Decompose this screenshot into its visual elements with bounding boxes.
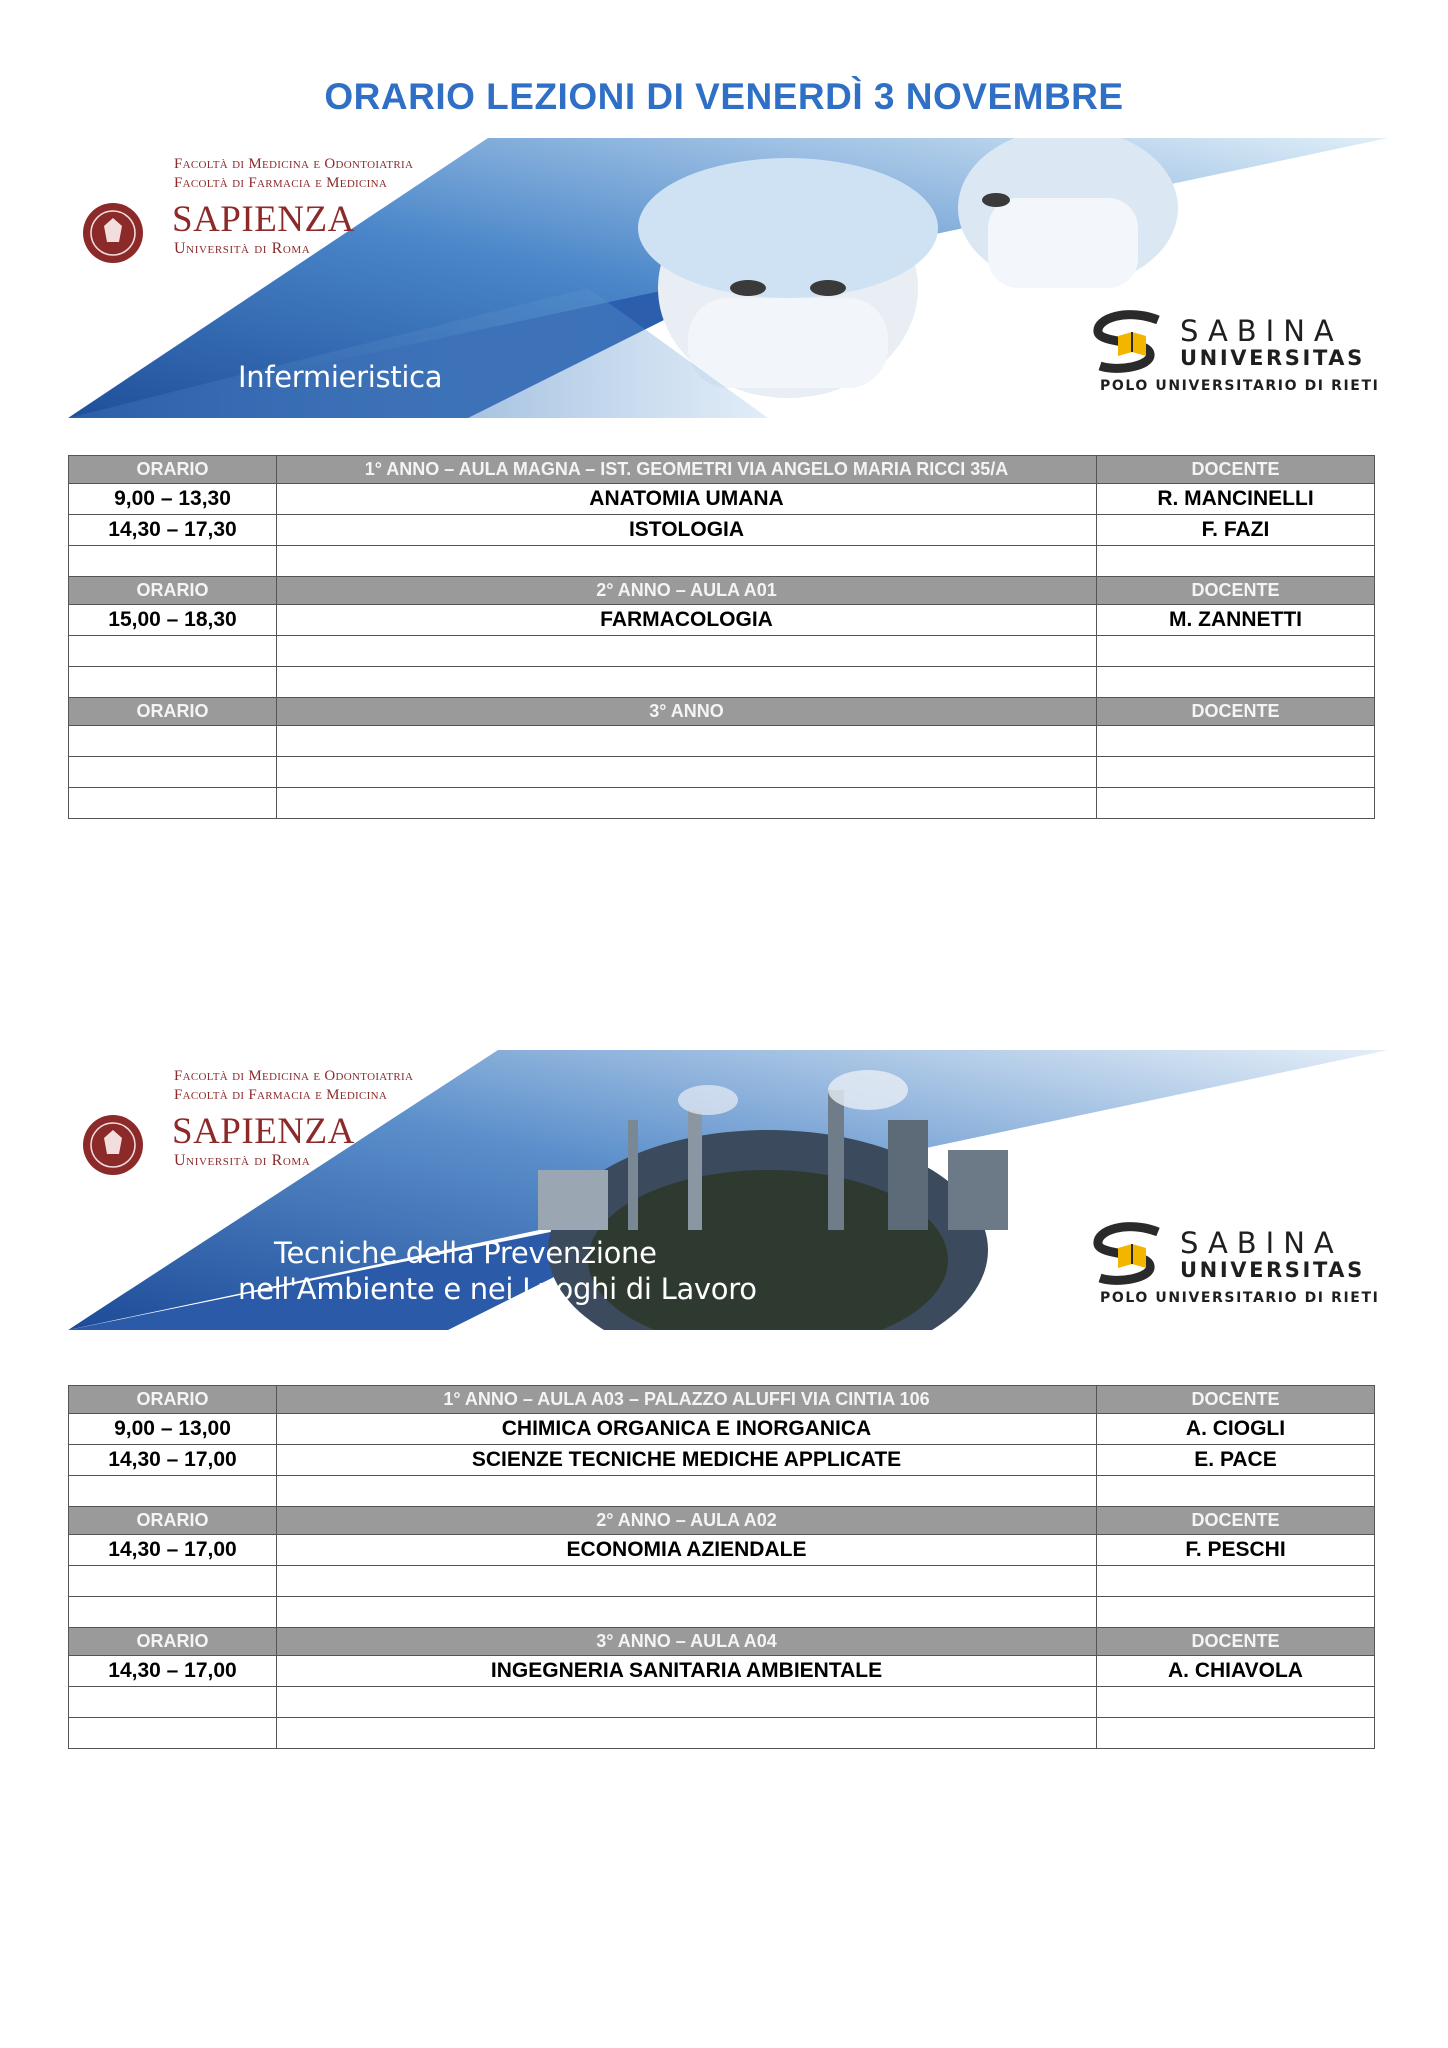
cell-teacher: A. CIOGLI bbox=[1097, 1414, 1375, 1445]
university-name: SAPIENZA bbox=[172, 199, 355, 240]
cell-teacher: A. CHIAVOLA bbox=[1097, 1656, 1375, 1687]
cell-course bbox=[277, 1718, 1097, 1749]
cell-teacher bbox=[1097, 1687, 1375, 1718]
year-header-row bbox=[69, 1507, 1375, 1535]
table-row bbox=[69, 667, 1375, 698]
cell-time: 14,30 – 17,30 bbox=[69, 515, 277, 546]
faculty-line-1: Facoltà di Medicina e Odontoiatria bbox=[174, 156, 414, 172]
cell-time: 9,00 – 13,30 bbox=[69, 484, 277, 515]
table-row bbox=[69, 788, 1375, 819]
header-orario: ORARIO bbox=[69, 577, 277, 605]
cell-teacher bbox=[1097, 546, 1375, 577]
year-header-row bbox=[69, 1386, 1375, 1414]
cell-course bbox=[277, 636, 1097, 667]
table-row bbox=[69, 1656, 1375, 1687]
cell-time bbox=[69, 757, 277, 788]
header-year: 3° ANNO bbox=[277, 698, 1097, 726]
cell-time bbox=[69, 1687, 277, 1718]
faculty-line-2: Facoltà di Farmacia e Medicina bbox=[174, 1087, 388, 1103]
header-orario: ORARIO bbox=[69, 698, 277, 726]
header-docente: DOCENTE bbox=[1097, 456, 1375, 484]
header-docente: DOCENTE bbox=[1097, 577, 1375, 605]
header-docente: DOCENTE bbox=[1097, 1507, 1375, 1535]
sabina-logo bbox=[1088, 1222, 1388, 1312]
table-row bbox=[69, 726, 1375, 757]
faculty-line-2: Facoltà di Farmacia e Medicina bbox=[174, 175, 388, 191]
cell-course bbox=[277, 546, 1097, 577]
cell-course bbox=[277, 667, 1097, 698]
year-header-row bbox=[69, 1628, 1375, 1656]
sabina-book-icon bbox=[1088, 310, 1178, 380]
sabina-logo bbox=[1088, 310, 1388, 400]
cell-teacher bbox=[1097, 757, 1375, 788]
cell-time bbox=[69, 1566, 277, 1597]
cell-course: ANATOMIA UMANA bbox=[277, 484, 1097, 515]
cell-teacher bbox=[1097, 726, 1375, 757]
cell-teacher bbox=[1097, 1718, 1375, 1749]
cell-teacher: F. FAZI bbox=[1097, 515, 1375, 546]
header-year: 3° ANNO – AULA A04 bbox=[277, 1628, 1097, 1656]
cell-time bbox=[69, 1597, 277, 1628]
cell-teacher: E. PACE bbox=[1097, 1445, 1375, 1476]
header-orario: ORARIO bbox=[69, 456, 277, 484]
schedule-table-tecniche-prevenzione bbox=[68, 1385, 1375, 1749]
cell-time: 15,00 – 18,30 bbox=[69, 605, 277, 636]
table-row bbox=[69, 546, 1375, 577]
schedule-table-infermieristica bbox=[68, 455, 1375, 819]
cell-time bbox=[69, 788, 277, 819]
cell-time bbox=[69, 636, 277, 667]
header-orario: ORARIO bbox=[69, 1386, 277, 1414]
year-header-row bbox=[69, 698, 1375, 726]
cell-course: CHIMICA ORGANICA E INORGANICA bbox=[277, 1414, 1097, 1445]
page-title: ORARIO LEZIONI DI VENERDÌ 3 NOVEMBRE bbox=[324, 76, 1124, 117]
partner-name: SABINA bbox=[1180, 314, 1343, 348]
cell-course: INGEGNERIA SANITARIA AMBIENTALE bbox=[277, 1656, 1097, 1687]
cell-time bbox=[69, 546, 277, 577]
header-orario: ORARIO bbox=[69, 1507, 277, 1535]
university-name: SAPIENZA bbox=[172, 1111, 355, 1152]
header-year: 1° ANNO – AULA A03 – PALAZZO ALUFFI VIA CINTIA 106 bbox=[277, 1386, 1097, 1414]
sapienza-seal-icon bbox=[82, 1106, 144, 1184]
banner-tecniche-prevenzione bbox=[68, 1050, 1388, 1330]
cell-teacher bbox=[1097, 788, 1375, 819]
year-header-row bbox=[69, 456, 1375, 484]
university-sub: Università di Roma bbox=[174, 1152, 311, 1169]
banner-infermieristica bbox=[68, 138, 1388, 418]
cell-course bbox=[277, 1687, 1097, 1718]
header-year: 2° ANNO – AULA A01 bbox=[277, 577, 1097, 605]
cell-course: SCIENZE TECNICHE MEDICHE APPLICATE bbox=[277, 1445, 1097, 1476]
cell-teacher: M. ZANNETTI bbox=[1097, 605, 1375, 636]
cell-time bbox=[69, 726, 277, 757]
table-row bbox=[69, 1476, 1375, 1507]
partner-name: SABINA bbox=[1180, 1226, 1343, 1260]
university-sub: Università di Roma bbox=[174, 240, 311, 257]
cell-course bbox=[277, 726, 1097, 757]
cell-teacher bbox=[1097, 1597, 1375, 1628]
sabina-book-icon bbox=[1088, 1222, 1178, 1292]
cell-time bbox=[69, 1476, 277, 1507]
table-row bbox=[69, 1566, 1375, 1597]
cell-course bbox=[277, 1597, 1097, 1628]
cell-teacher bbox=[1097, 1476, 1375, 1507]
table-row bbox=[69, 1687, 1375, 1718]
cell-course bbox=[277, 1566, 1097, 1597]
header-docente: DOCENTE bbox=[1097, 1386, 1375, 1414]
cell-course bbox=[277, 1476, 1097, 1507]
header-year: 1° ANNO – AULA MAGNA – IST. GEOMETRI VIA ANGELO MARIA RICCI 35/A bbox=[277, 456, 1097, 484]
table-row bbox=[69, 1597, 1375, 1628]
cell-teacher: R. MANCINELLI bbox=[1097, 484, 1375, 515]
course-name: Infermieristica bbox=[238, 360, 443, 394]
cell-course bbox=[277, 757, 1097, 788]
sapienza-seal-icon bbox=[82, 194, 144, 272]
cell-time: 14,30 – 17,00 bbox=[69, 1535, 277, 1566]
table-row bbox=[69, 605, 1375, 636]
cell-time: 9,00 – 13,00 bbox=[69, 1414, 277, 1445]
course-name-line-2: nell'Ambiente e nei Luoghi di Lavoro bbox=[238, 1272, 757, 1306]
year-header-row bbox=[69, 577, 1375, 605]
cell-course: ISTOLOGIA bbox=[277, 515, 1097, 546]
table-row bbox=[69, 515, 1375, 546]
partner-sub: UNIVERSITAS bbox=[1180, 1258, 1365, 1282]
table-row bbox=[69, 1535, 1375, 1566]
cell-teacher bbox=[1097, 636, 1375, 667]
table-row bbox=[69, 757, 1375, 788]
cell-time bbox=[69, 1718, 277, 1749]
cell-time: 14,30 – 17,00 bbox=[69, 1445, 277, 1476]
partner-sub: UNIVERSITAS bbox=[1180, 346, 1365, 370]
cell-teacher bbox=[1097, 667, 1375, 698]
partner-tagline: POLO UNIVERSITARIO DI RIETI bbox=[1100, 378, 1380, 394]
header-docente: DOCENTE bbox=[1097, 698, 1375, 726]
header-orario: ORARIO bbox=[69, 1628, 277, 1656]
table-row bbox=[69, 636, 1375, 667]
table-row bbox=[69, 1718, 1375, 1749]
table-row bbox=[69, 484, 1375, 515]
cell-time: 14,30 – 17,00 bbox=[69, 1656, 277, 1687]
cell-course bbox=[277, 788, 1097, 819]
course-name-line-1: Tecniche della Prevenzione bbox=[274, 1236, 657, 1270]
cell-teacher: F. PESCHI bbox=[1097, 1535, 1375, 1566]
partner-tagline: POLO UNIVERSITARIO DI RIETI bbox=[1100, 1290, 1380, 1306]
faculty-line-1: Facoltà di Medicina e Odontoiatria bbox=[174, 1068, 414, 1084]
table-row bbox=[69, 1414, 1375, 1445]
cell-course: ECONOMIA AZIENDALE bbox=[277, 1535, 1097, 1566]
table-row bbox=[69, 1445, 1375, 1476]
header-year: 2° ANNO – AULA A02 bbox=[277, 1507, 1097, 1535]
header-docente: DOCENTE bbox=[1097, 1628, 1375, 1656]
cell-course: FARMACOLOGIA bbox=[277, 605, 1097, 636]
cell-teacher bbox=[1097, 1566, 1375, 1597]
cell-time bbox=[69, 667, 277, 698]
